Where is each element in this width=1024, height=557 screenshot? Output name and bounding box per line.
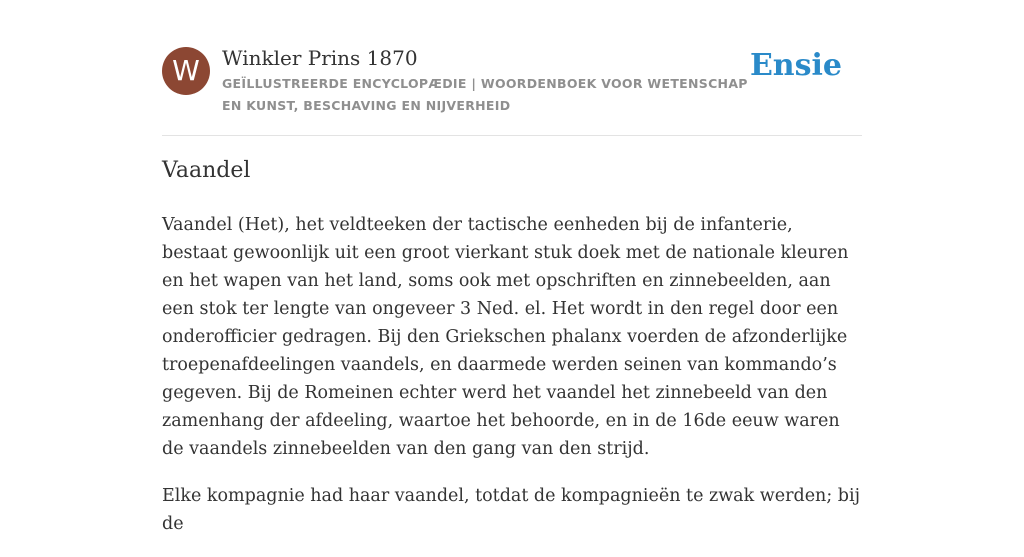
entry-title: Vaandel xyxy=(162,158,251,183)
entry-paragraph: Elke kompagnie had haar vaandel, totdat de kompagnieën te zwak werden; bij de xyxy=(162,486,861,534)
source-title[interactable]: Winkler Prins 1870 xyxy=(222,46,418,70)
source-header xyxy=(162,44,862,124)
header-divider xyxy=(162,135,862,136)
entry-paragraph: Vaandel (Het), het veldteeken der tactische eenheden bij de infanterie, bestaat gewoonlijk uit een groot vierkant stuk doek met de nationale kleuren en het wapen van het land, soms ook met opschriften en zinnebeelden, aan een stok ter lengte van ongeveer 3 Ned. el. Het wordt in den regel door een onderofficier gedragen. Bij den Griekschen phalanx voerden de afzonderlijke troepenafdeelingen vaandels, en daarmede werden seinen van kommando’s gegeven. Bij de Romeinen echter werd het vaandel het zinnebeeld van den zamenhang der afdeeling, waartoe het behoorde, en in de 16de eeuw waren de vaandels zinnebeelden van den gang van den strijd. xyxy=(162,215,849,459)
entry-body xyxy=(162,211,862,557)
source-subtitle: GEÏLLUSTREERDE ENCYCLOPÆDIE | WOORDENBOEK VOOR WETENSCHAP EN KUNST, BESCHAVING EN NIJVERHEID xyxy=(222,76,748,113)
ensie-logo[interactable]: Ensie xyxy=(749,48,842,83)
source-avatar[interactable]: W xyxy=(162,47,210,95)
